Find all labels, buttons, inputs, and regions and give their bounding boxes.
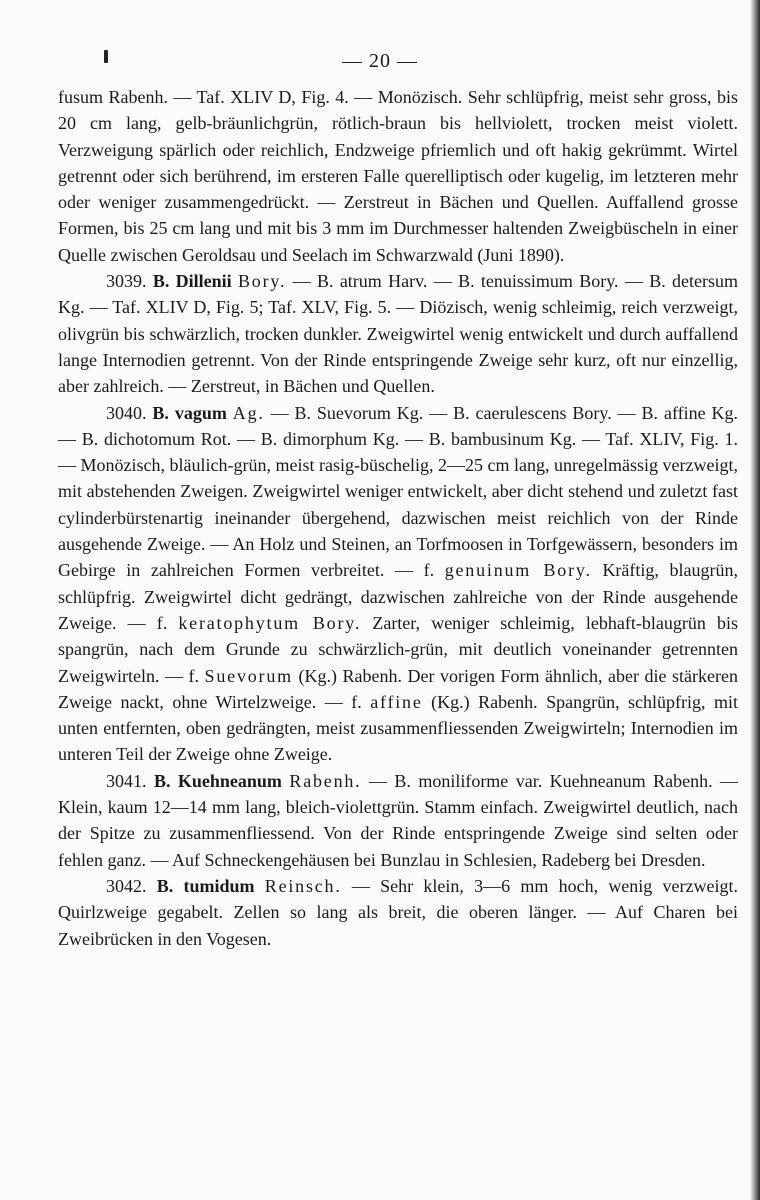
page-edge-shadow: [750, 0, 760, 1200]
form-text: Spangrün, schlüpfrig, mit unten entfernten, oben gedrängten, meist zusammenfliessenden Zweigwirteln; Internodien im unteren Teil der Zweige ohne Zweige.: [58, 691, 739, 765]
form-lead: — f.: [159, 665, 205, 686]
species-name: B. vagum: [152, 402, 227, 423]
form-name: Suevorum: [204, 665, 293, 686]
entry-text: — B. moniliforme var. Kuehneanum Rabenh. — Klein, kaum 12—14 mm lang, bleich-violettgrün. Stamm einfach. Zweigwirtel deutlich, nach der Spitze zu zusammenfliessend. Von der Rinde entspringende Zweige sind selten oder fehlen ganz. — Auf Schneckengehäusen bei Bunzlau in Schlesien, Radeberg bei Dresden.: [58, 770, 739, 870]
page-number: — 20 —: [342, 50, 418, 72]
entry-text: — Sehr klein, 3—6 mm hoch, wenig verzweigt. Quirlzweige gegabelt. Zellen so lang als breit, die oberen länger. — Auf Charen bei Zweibrücken in den Vogesen.: [58, 875, 739, 949]
entry-text: — B. atrum Harv. — B. tenuissimum Bory. — B. detersum Kg. — Taf. XLIV D, Fig. 5; Taf. XLV, Fig. 5. — Diözisch, wenig schleimig, reich verzweigt, olivgrün bis schwärzlich, trocken dunkler. Zweigwirtel wenig entwickelt und durch auffallend lange Internodien getrennt. Von der Rinde entspringende Zweige sehr kurz, oft nur einzellig, aber zahlreich. — Zerstreut, in Bächen und Quellen.: [58, 271, 739, 397]
entry-number: 3039.: [106, 271, 147, 292]
form-lead: — f.: [384, 560, 445, 581]
species-author: Reinsch.: [264, 875, 342, 896]
form-author: (Kg.) Rabenh.: [422, 691, 538, 712]
entry-number: 3042.: [106, 875, 147, 896]
entry-3039: [58, 268, 738, 399]
form-name: affine: [370, 691, 423, 712]
species-name: B. Kuehneanum: [153, 770, 282, 791]
species-author: Bory.: [238, 271, 287, 292]
form-text: Der vorigen Form ähnlich, aber die stärkeren Zweige nackt, ohne Wirtelzweige.: [58, 665, 738, 712]
species-author: Rabenh.: [289, 770, 362, 791]
form-text: Kräftig, blaugrün, schlüpfrig. Zweigwirtel dicht gedrängt, dazwischen zahlreiche von der Rinde ausgehende Zweige.: [58, 560, 738, 633]
entry-number: 3040.: [106, 402, 147, 423]
entry-number: 3041.: [106, 770, 147, 791]
entry-3042: [58, 873, 738, 952]
entry-text: — B. Suevorum Kg. — B. caerulescens Bory. — B. affine Kg. — B. dichotomum Rot. — B. dimorphum Kg. — B. bambusinum Kg. — Taf. XLIV, Fig. 1. — Monözisch, bläulich-grün, meist rasig-büschelig, 2—25 cm lang, unregelmässig verzweigt, mit abstehenden Zweigen. Zweigwirtel weniger entwickelt, aber dicht stehend und zuletzt fast cylinderbürstenartig ineinander übergehend, dazwischen meist reichlich von der Rinde ausgehende Zweige. — An Holz und Steinen, an Torfmoosen in Torfgewässern, besonders im Gebirge in zahlreichen Formen verbreitet.: [58, 402, 739, 581]
form-text: Zarter, weniger schleimig, lebhaft-blaugrün bis spangrün, nach dem Grunde zu schwärzlich-grün, mit deutlich voneinander getrennten Zweigwirteln.: [58, 612, 738, 686]
form-author: (Kg.) Rabenh.: [292, 665, 402, 686]
entry-3041: [58, 768, 738, 873]
form-name: keratophytum: [178, 612, 300, 633]
species-author: Ag.: [232, 402, 265, 423]
form-author: Bory.: [531, 560, 592, 581]
continuation-paragraph: fusum Rabenh. — Taf. XLIV D, Fig. 4. — Monözisch. Sehr schlüpfrig, meist sehr gross, bis 20 cm lang, gelb-bräunlichgrün, rötlich-braun bis hellviolett, trocken meist violett. Verzweigung spärlich oder reichlich, Endzweige pfriemlich und oft hakig gekrümmt. Wirtel getrennt oder sich berührend, im ersteren Falle querelliptisch oder kugelig, im letzteren mehr oder weniger zusammengedrückt. — Zerstreut in Bächen und Quellen. Auffallend grosse Formen, bis 25 cm lang und mit bis 3 mm im Durchmesser haltenden Zweigbüscheln in einer Quelle zwischen Geroldsau und Seelach im Schwarzwald (Juni 1890).: [58, 87, 738, 265]
form-author: Bory.: [299, 612, 362, 633]
form-lead: — f.: [316, 691, 371, 712]
text-body: [58, 84, 738, 952]
species-name: B. tumidum: [156, 875, 255, 896]
species-name: B. Dillenii: [152, 271, 232, 292]
form-name: genuinum: [444, 560, 532, 581]
form-lead: — f.: [116, 612, 179, 633]
entry-3040: [58, 400, 738, 768]
